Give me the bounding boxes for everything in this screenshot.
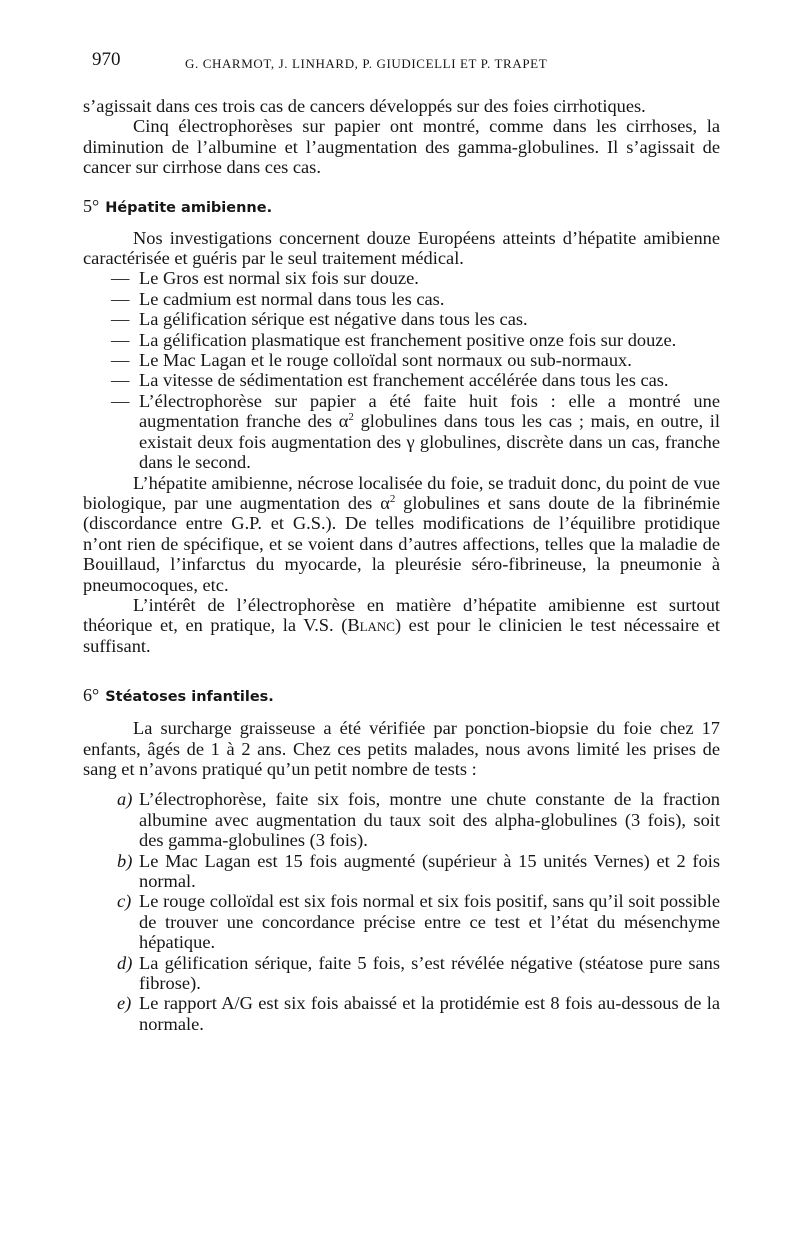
list-item [83, 851, 720, 892]
list-item-text: La gélification sérique est négative dans tous les cas. [139, 309, 528, 330]
paragraph-amoebic-hepatitis [83, 473, 720, 595]
section-title: Stéatoses infantiles. [105, 689, 274, 706]
dash-marker: — [111, 329, 130, 350]
list-label: b) [117, 850, 133, 871]
list-item [83, 289, 720, 309]
section-heading-6 [83, 685, 720, 707]
list-item [83, 268, 720, 288]
section-number: 5° [83, 195, 100, 216]
list-item [83, 330, 720, 350]
list-item [83, 391, 720, 473]
list-item-text: Le cadmium est normal dans tous les cas. [139, 288, 445, 309]
text-column [83, 96, 720, 1034]
list-item [83, 309, 720, 329]
list-item-text: L’électrophorèse, faite six fois, montre une chute constante de la fraction albumine avec augmentation du taux soit des alpha-globulines (3 fois), soit des gamma-globulines (3 fois). [139, 789, 720, 851]
list-label: d) [117, 952, 133, 973]
dash-marker: — [111, 390, 130, 411]
paragraph-electrophoresis-cancer: Cinq électrophorèses sur papier ont montré, comme dans les cirrhoses, la diminution de l’albumine et l’augmentation des gamma-globulines. Il s’agissait de cancer sur cirrhose dans ces cas. [83, 116, 720, 178]
list-item [83, 993, 720, 1034]
list-item-text: globulines dans tous les cas ; mais, en outre, il existait deux fois augmentation des γ globulines, discrète dans un cas, franche dans le second. [139, 411, 720, 473]
paragraph-interest [83, 595, 720, 656]
text-run: ) est pour le clinicien le test nécessaire et suffisant. [83, 615, 720, 656]
list-label: a) [117, 789, 133, 810]
running-head-authors: G. CHARMOT, J. LINHARD, P. GIUDICELLI ET P. TRAPET [185, 56, 548, 71]
section-title: Hépatite amibienne. [105, 199, 273, 216]
text-run: L’intérêt de l’électrophorèse en matière d’hépatite amibienne est surtout théorique et, en pratique, la V.S. ( [83, 594, 720, 636]
list-item [83, 953, 720, 994]
paragraph-investigations: Nos investigations concernent douze Européens atteints d’hépatite amibienne caractérisée et guéris par le seul traitement médical. [83, 227, 720, 269]
list-label: c) [117, 891, 132, 912]
list-label: e) [117, 993, 132, 1014]
list-item-text: La gélification plasmatique est franchement positive onze fois sur douze. [139, 329, 677, 350]
superscript: 2 [348, 411, 354, 424]
list-item-text: L’électrophorèse sur papier a été faite huit fois : elle a montré une augmentation franche des α [139, 390, 720, 432]
lettered-list [83, 789, 720, 1034]
list-item-text: Le rouge colloïdal est six fois normal et six fois positif, sans qu’il soit possible de trouver une concordance précise entre ce test et l’état du mésenchyme hépatique. [139, 891, 720, 953]
paragraph-steatosis: La surcharge graisseuse a été vérifiée par ponction-biopsie du foie chez 17 enfants, âgés de 1 à 2 ans. Chez ces petits malades, nous avons limité les prises de sang et n’avons pratiqué qu’un petit nombre de tests : [83, 718, 720, 779]
running-header [92, 50, 724, 74]
list-item-text: La gélification sérique, faite 5 fois, s’est révélée négative (stéatose pure sans fibrose). [139, 952, 720, 994]
superscript: 2 [389, 492, 396, 505]
list-item-text: Le Mac Lagan et le rouge colloïdal sont normaux ou sub-normaux. [139, 350, 632, 371]
list-item [83, 350, 720, 370]
list-item-text: La vitesse de sédimentation est franchement accélérée dans tous les cas. [139, 370, 669, 391]
dash-marker: — [111, 309, 130, 330]
dash-marker: — [111, 268, 130, 289]
list-item [83, 891, 720, 952]
text-run: globulines et sans doute de la fibrinémie (discordance entre G.P. et G.S.). De telles modifications de l’équilibre protidique n’ont rien de spécifique, et se voient dans d’autres affections, telles que la maladie de Bouillaud, l’infarctus du myocarde, la pleurésie séro-fibrineuse, la pneumonie à pneumocoques, etc. [83, 492, 720, 595]
dash-marker: — [111, 288, 130, 309]
section-heading-5 [83, 196, 720, 218]
list-item [83, 370, 720, 390]
list-item-text: Le rapport A/G est six fois abaissé et la protidémie est 8 fois au-dessous de la normale. [139, 993, 720, 1034]
text-run: L’hépatite amibienne, nécrose localisée du foie, se traduit donc, du point de vue biologique, par une augmentation des α [83, 472, 720, 513]
list-item [83, 789, 720, 850]
list-item-text: Le Mac Lagan est 15 fois augmenté (supérieur à 15 unités Vernes) et 2 fois normal. [139, 850, 720, 891]
findings-list [83, 268, 720, 472]
dash-marker: — [111, 350, 130, 371]
section-number: 6° [83, 685, 100, 706]
list-item-text: Le Gros est normal six fois sur douze. [139, 268, 419, 289]
page-number: 970 [92, 49, 121, 70]
dash-marker: — [111, 370, 130, 391]
author-small-caps: Blanc [347, 615, 395, 636]
paragraph-continued: s’agissait dans ces trois cas de cancers développés sur des foies cirrhotiques. [83, 96, 646, 116]
